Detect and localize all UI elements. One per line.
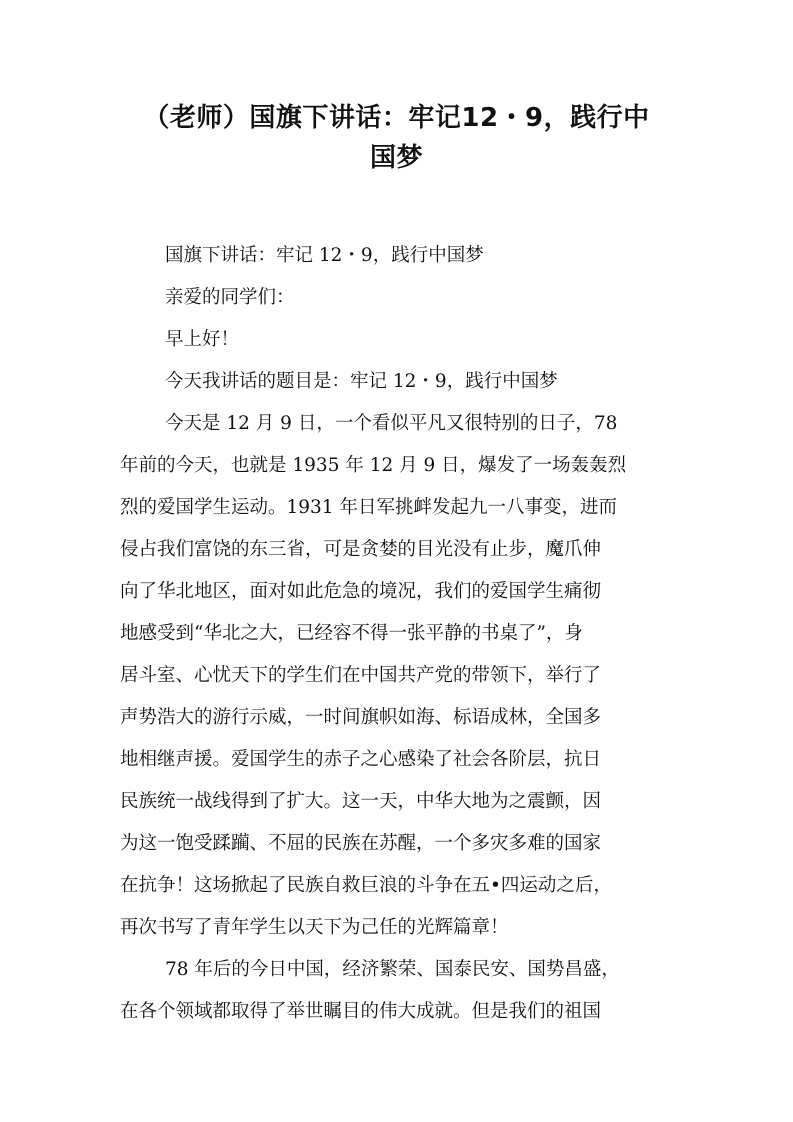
text-line: 再次书写了青年学生以天下为己任的光辉篇章！: [120, 917, 509, 938]
text-line: 78 年后的今日中国，经济繁荣、国泰民安、国势昌盛，: [165, 959, 620, 980]
text-line: 早上好！: [165, 329, 240, 350]
text-line: 年前的今天，也就是 1935 年 12 月 9 日，爆发了一场轰轰烈: [120, 455, 627, 476]
text-line: 民族统一战线得到了扩大。这一天，中华大地为之震颤，因: [120, 791, 602, 812]
text-line: 今天是 12 月 9 日，一个看似平凡又很特别的日子，78: [165, 413, 618, 434]
text-line: 烈的爱国学生运动。1931 年日军挑衅发起九一八事变，进而: [120, 497, 617, 518]
paragraph-greeting: [120, 319, 680, 361]
text-line: 声势浩大的游行示威，一时间旗帜如海、标语成林，全国多: [120, 707, 602, 728]
text-line: 地感受到“华北之大，已经容不得一张平静的书桌了”，身: [120, 623, 583, 644]
text-line: 在各个领域都取得了举世瞩目的伟大成就。但是我们的祖国: [120, 1001, 602, 1022]
text-line: 侵占我们富饶的东三省，可是贪婪的目光没有止步，魔爪伸: [120, 539, 602, 560]
text-line: 国旗下讲话：牢记 12・9，践行中国梦: [165, 245, 484, 266]
document-body: [120, 235, 680, 1033]
title-line-1: （老师）国旗下讲话：牢记12・9，践行中: [143, 103, 650, 133]
text-line: 地相继声援。爱国学生的赤子之心感染了社会各阶层，抗日: [120, 749, 602, 770]
title-line-2: 国梦: [369, 143, 423, 173]
paragraph-topic: [120, 361, 680, 403]
paragraph-salutation: [120, 277, 680, 319]
text-line: 为这一饱受蹂躏、不屈的民族在苏醒，一个多灾多难的国家: [120, 833, 602, 854]
paragraph-today: [120, 949, 680, 1033]
document-title: [100, 98, 693, 178]
text-line: 向了华北地区，面对如此危急的境况，我们的爱国学生痛彻: [120, 581, 602, 602]
paragraph-history: [120, 403, 680, 949]
text-line: 在抗争！这场掀起了民族自救巨浪的斗争在五•四运动之后，: [120, 875, 612, 896]
text-line: 居斗室、心忧天下的学生们在中国共产党的带领下，举行了: [120, 665, 602, 686]
paragraph-subtitle: [120, 235, 680, 277]
text-line: 今天我讲话的题目是：牢记 12・9，践行中国梦: [165, 371, 558, 392]
text-line: 亲爱的同学们：: [165, 287, 295, 308]
